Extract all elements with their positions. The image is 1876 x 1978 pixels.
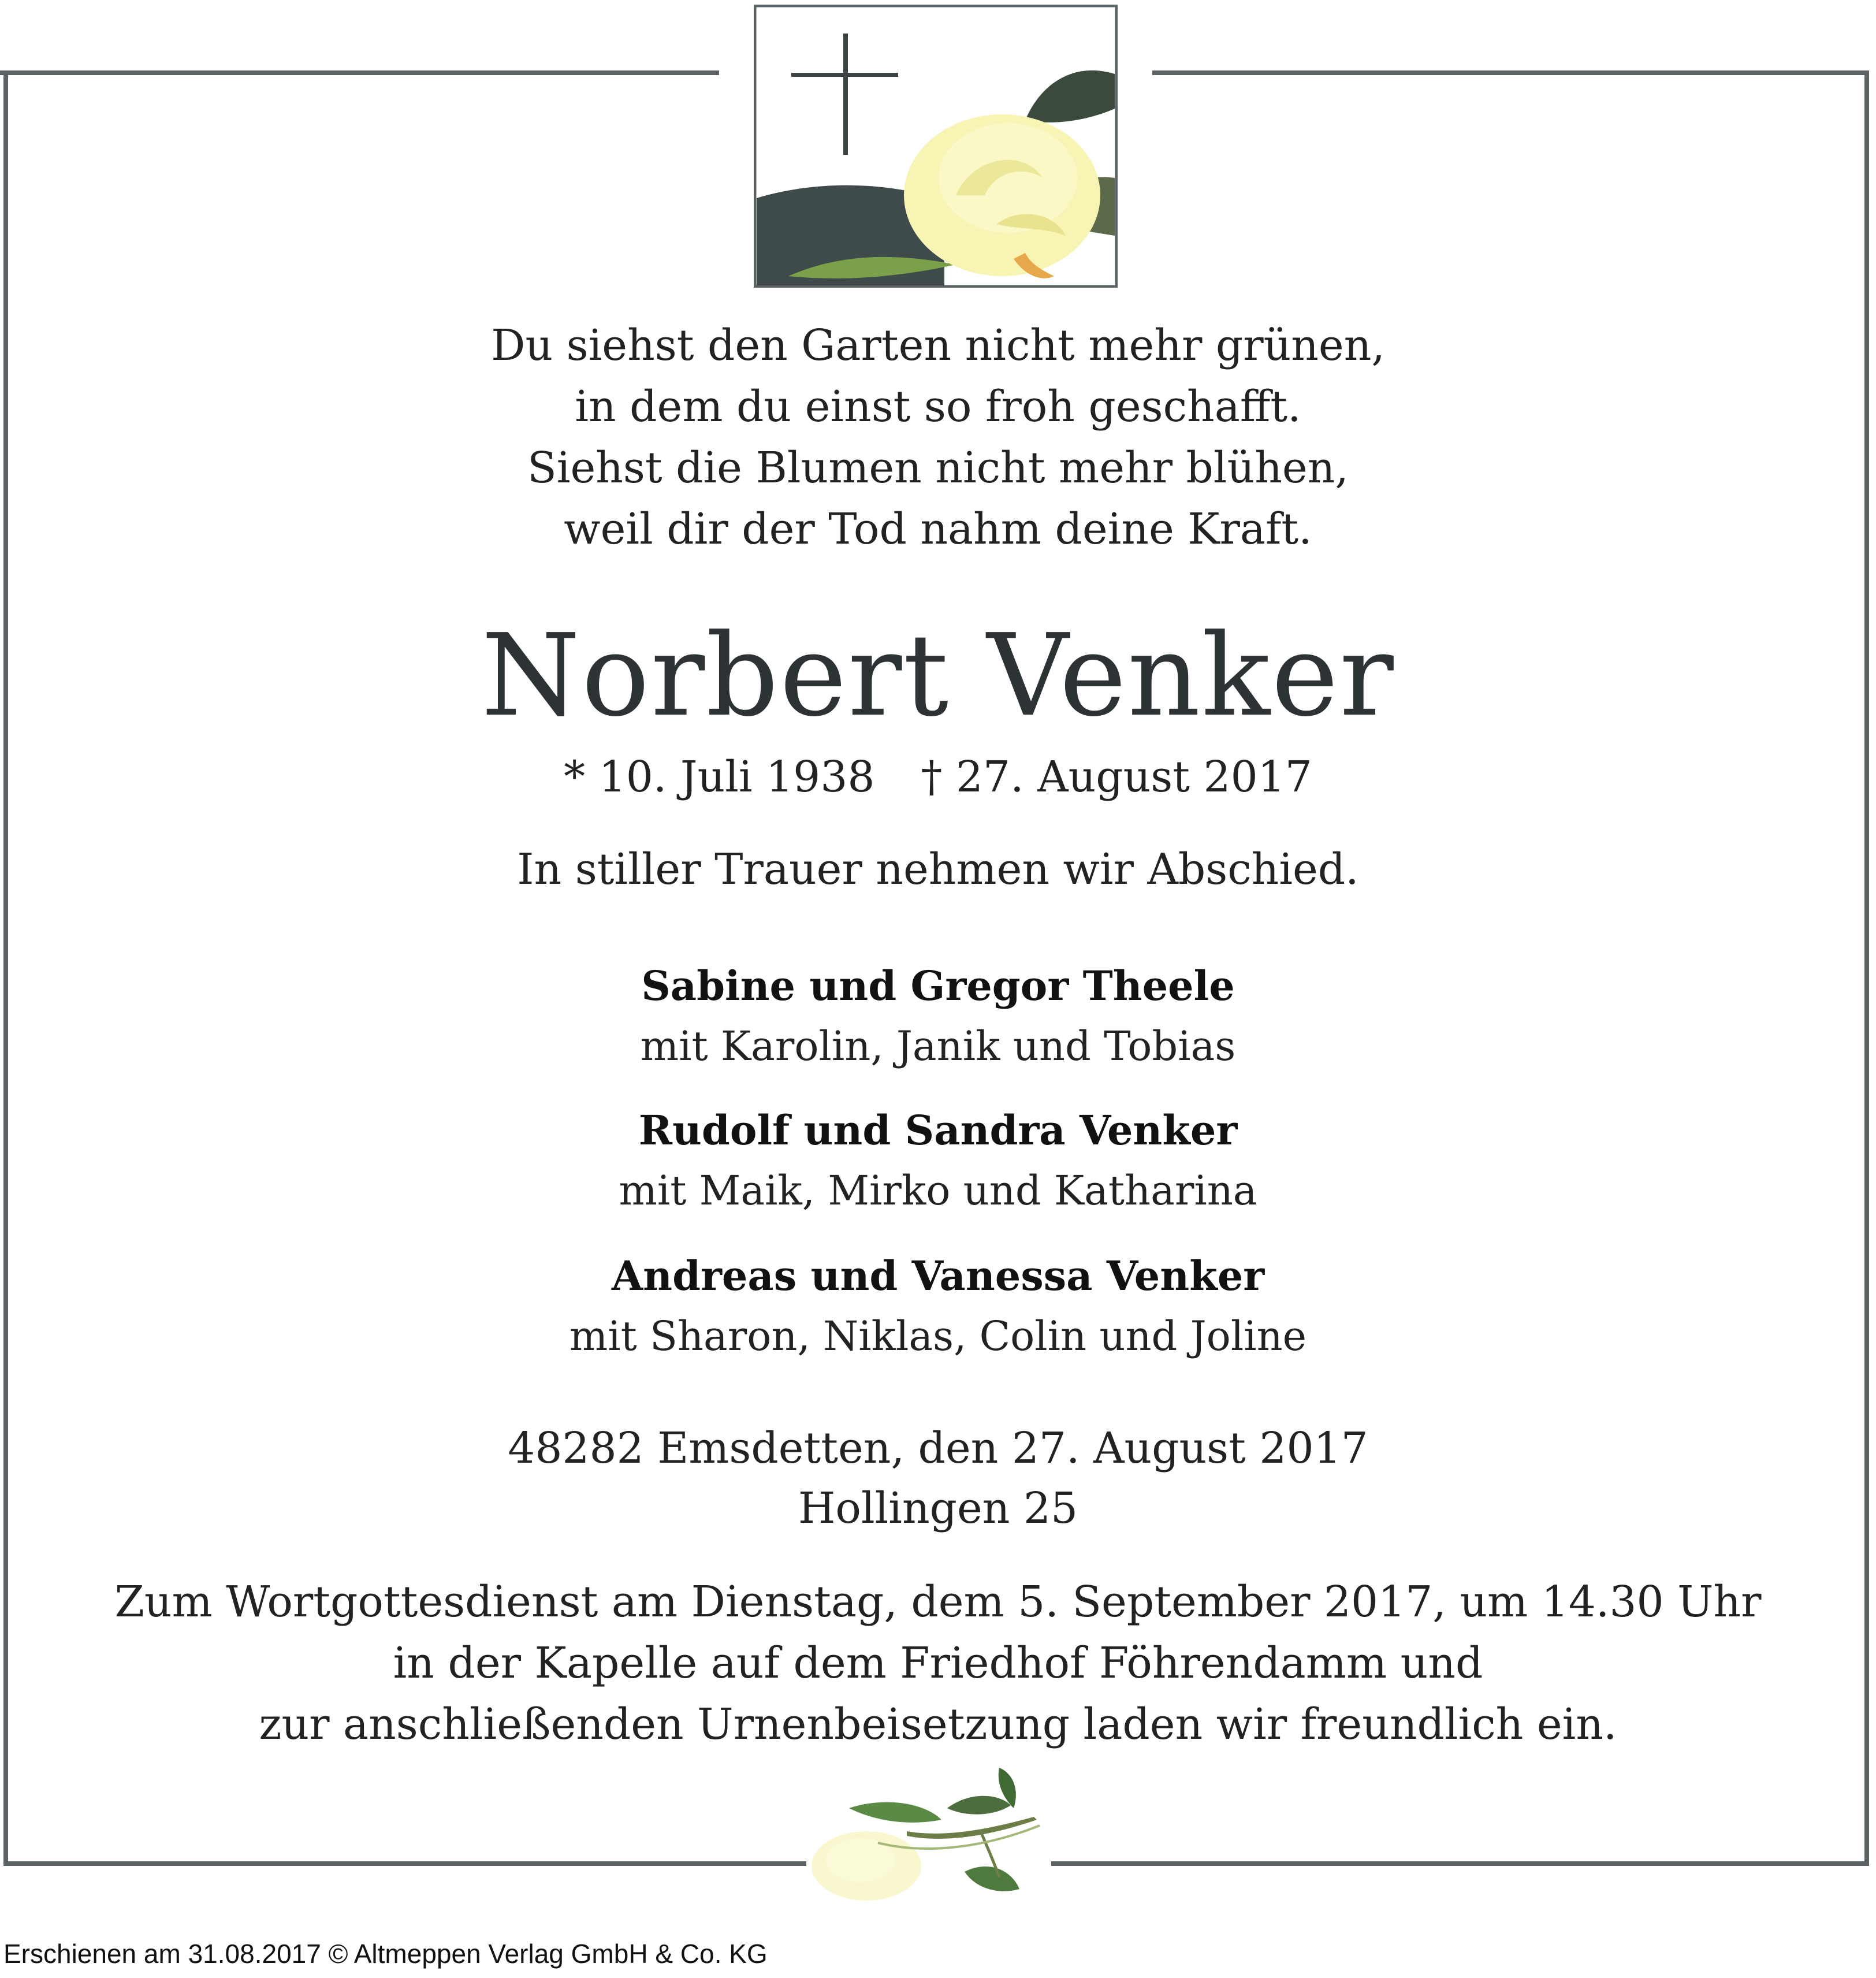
- poem-line: Du siehst den Garten nicht mehr grünen,: [491, 321, 1385, 370]
- family-name: Sabine und Gregor Theele: [641, 962, 1235, 1010]
- frame-top-right: [1152, 70, 1868, 75]
- farewell-text: In stiller Trauer nehmen wir Abschied.: [517, 845, 1359, 894]
- poem-line: Siehst die Blumen nicht mehr blühen,: [527, 443, 1349, 493]
- family-group: [0, 1100, 1876, 1221]
- frame-bottom-left: [3, 1861, 806, 1866]
- poem: [0, 315, 1876, 560]
- address-line: Hollingen 25: [798, 1484, 1078, 1533]
- rose-sprig-icon: [791, 1762, 1149, 1906]
- deceased-name: Norbert Venker: [481, 610, 1395, 742]
- place-address: [0, 1418, 1876, 1538]
- family-group: [0, 1246, 1876, 1366]
- poem-line: in dem du einst so froh geschafft.: [575, 382, 1301, 432]
- poem-line: weil dir der Tod nahm deine Kraft.: [564, 504, 1312, 554]
- service-line: in der Kapelle auf dem Friedhof Föhrendamm und: [393, 1638, 1483, 1688]
- publication-footer: Erschienen am 31.08.2017 © Altmeppen Verlag GmbH & Co. KG: [3, 1939, 768, 1969]
- service-info: [0, 1571, 1876, 1755]
- birth-date: * 10. Juli 1938: [564, 752, 875, 802]
- life-dates: [0, 748, 1876, 806]
- cross-rose-icon: [754, 5, 1118, 288]
- service-line: zur anschließenden Urnenbeisetzung laden wir freundlich ein.: [259, 1700, 1617, 1749]
- frame-bottom-right: [1051, 1861, 1869, 1866]
- cross-rose-image: [754, 5, 1118, 288]
- family-children: mit Maik, Mirko und Katharina: [619, 1167, 1257, 1214]
- death-date: † 27. August 2017: [921, 752, 1312, 802]
- frame-top-left: [0, 70, 719, 75]
- family-children: mit Sharon, Niklas, Colin und Joline: [569, 1313, 1307, 1360]
- place-date-line: 48282 Emsdetten, den 27. August 2017: [508, 1423, 1368, 1473]
- family-children: mit Karolin, Janik und Tobias: [640, 1023, 1236, 1070]
- family-name: Rudolf und Sandra Venker: [638, 1106, 1238, 1154]
- family-group: [0, 956, 1876, 1076]
- family-name: Andreas und Vanessa Venker: [611, 1252, 1265, 1300]
- bottom-rose-image: [791, 1762, 1149, 1906]
- service-line: Zum Wortgottesdienst am Dienstag, dem 5. September 2017, um 14.30 Uhr: [114, 1577, 1762, 1627]
